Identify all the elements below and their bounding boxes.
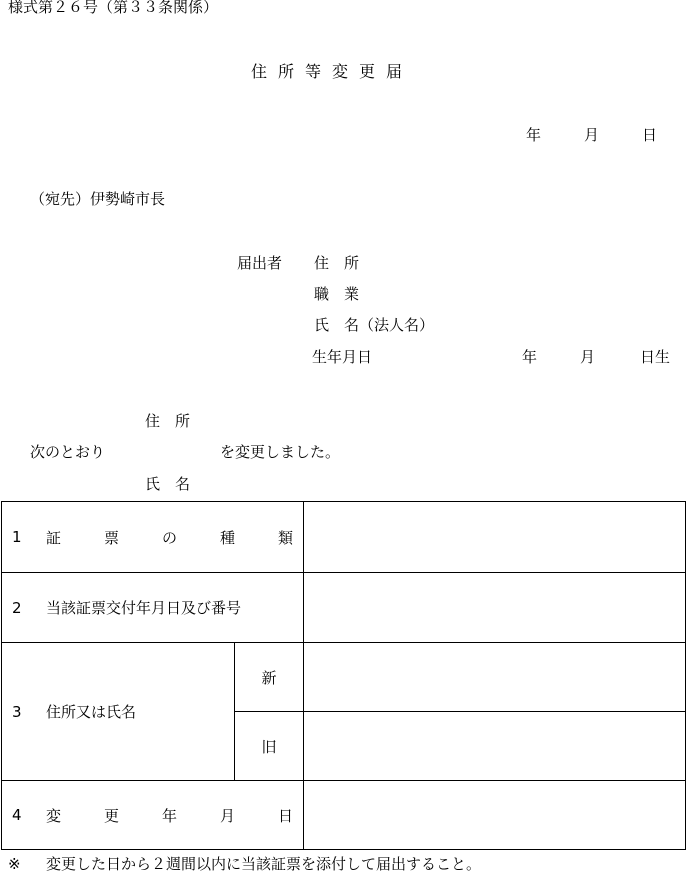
row4-char: 年 bbox=[162, 806, 178, 825]
certificate-type-field[interactable] bbox=[304, 502, 686, 573]
row3-number: 3 bbox=[12, 703, 22, 721]
footnote-text: 変更した日から２週間以内に当該証票を添付して届出すること。 bbox=[46, 855, 482, 873]
statement-name-word: 氏 名 bbox=[145, 475, 191, 493]
statement-address-word: 住 所 bbox=[145, 412, 191, 430]
birth-year-label: 年 bbox=[522, 348, 538, 366]
date-day-label: 日 bbox=[642, 126, 658, 144]
addressee: （宛先）伊勢崎市長 bbox=[30, 190, 166, 208]
row1-char: の bbox=[162, 528, 178, 547]
certificate-issue-date-number-field[interactable] bbox=[304, 573, 686, 643]
date-year-label: 年 bbox=[526, 126, 542, 144]
notifier-birthdate-label: 生年月日 bbox=[312, 348, 373, 366]
table-row bbox=[2, 573, 686, 643]
row4-number: 4 bbox=[12, 806, 22, 824]
statement-prefix: 次のとおり bbox=[30, 443, 106, 461]
notifier-label: 届出者 bbox=[237, 254, 283, 272]
notifier-name-label: 氏 名（法人名） bbox=[314, 316, 435, 334]
row3-label: 住所又は氏名 bbox=[46, 703, 137, 721]
notifier-occupation-label: 職 業 bbox=[314, 285, 360, 303]
change-form-table bbox=[1, 501, 686, 850]
row1-label-cell bbox=[2, 502, 304, 573]
statement-suffix: を変更しました。 bbox=[220, 443, 341, 461]
table-row bbox=[2, 643, 686, 712]
table-row bbox=[2, 502, 686, 573]
row1-number: 1 bbox=[12, 528, 22, 546]
row4-char: 変 bbox=[46, 806, 62, 825]
birth-day-label: 日生 bbox=[640, 348, 671, 366]
row2-label: 当該証票交付年月日及び番号 bbox=[46, 599, 242, 617]
row1-char: 票 bbox=[104, 528, 120, 547]
notifier-address-label: 住 所 bbox=[314, 254, 360, 272]
row4-char: 日 bbox=[278, 806, 294, 825]
row4-char: 更 bbox=[104, 806, 120, 825]
form-number: 様式第２６号（第３３条関係） bbox=[8, 0, 219, 16]
row2-number: 2 bbox=[12, 599, 22, 617]
row3-label-cell bbox=[2, 643, 235, 781]
date-month-label: 月 bbox=[584, 126, 600, 144]
row4-char: 月 bbox=[220, 806, 236, 825]
row2-label-cell bbox=[2, 573, 304, 643]
form-title: 住所等変更届 bbox=[251, 62, 414, 81]
row1-char: 種 bbox=[220, 528, 236, 547]
row1-char: 証 bbox=[46, 528, 62, 547]
row3-new-label: 新 bbox=[235, 643, 304, 712]
table-row bbox=[2, 781, 686, 850]
birth-month-label: 月 bbox=[580, 348, 596, 366]
row1-char: 類 bbox=[278, 528, 294, 547]
change-date-field[interactable] bbox=[304, 781, 686, 850]
new-address-name-field[interactable] bbox=[304, 643, 686, 712]
footnote-mark: ※ bbox=[8, 855, 21, 873]
row3-old-label: 旧 bbox=[235, 712, 304, 781]
old-address-name-field[interactable] bbox=[304, 712, 686, 781]
row4-label-cell bbox=[2, 781, 304, 850]
